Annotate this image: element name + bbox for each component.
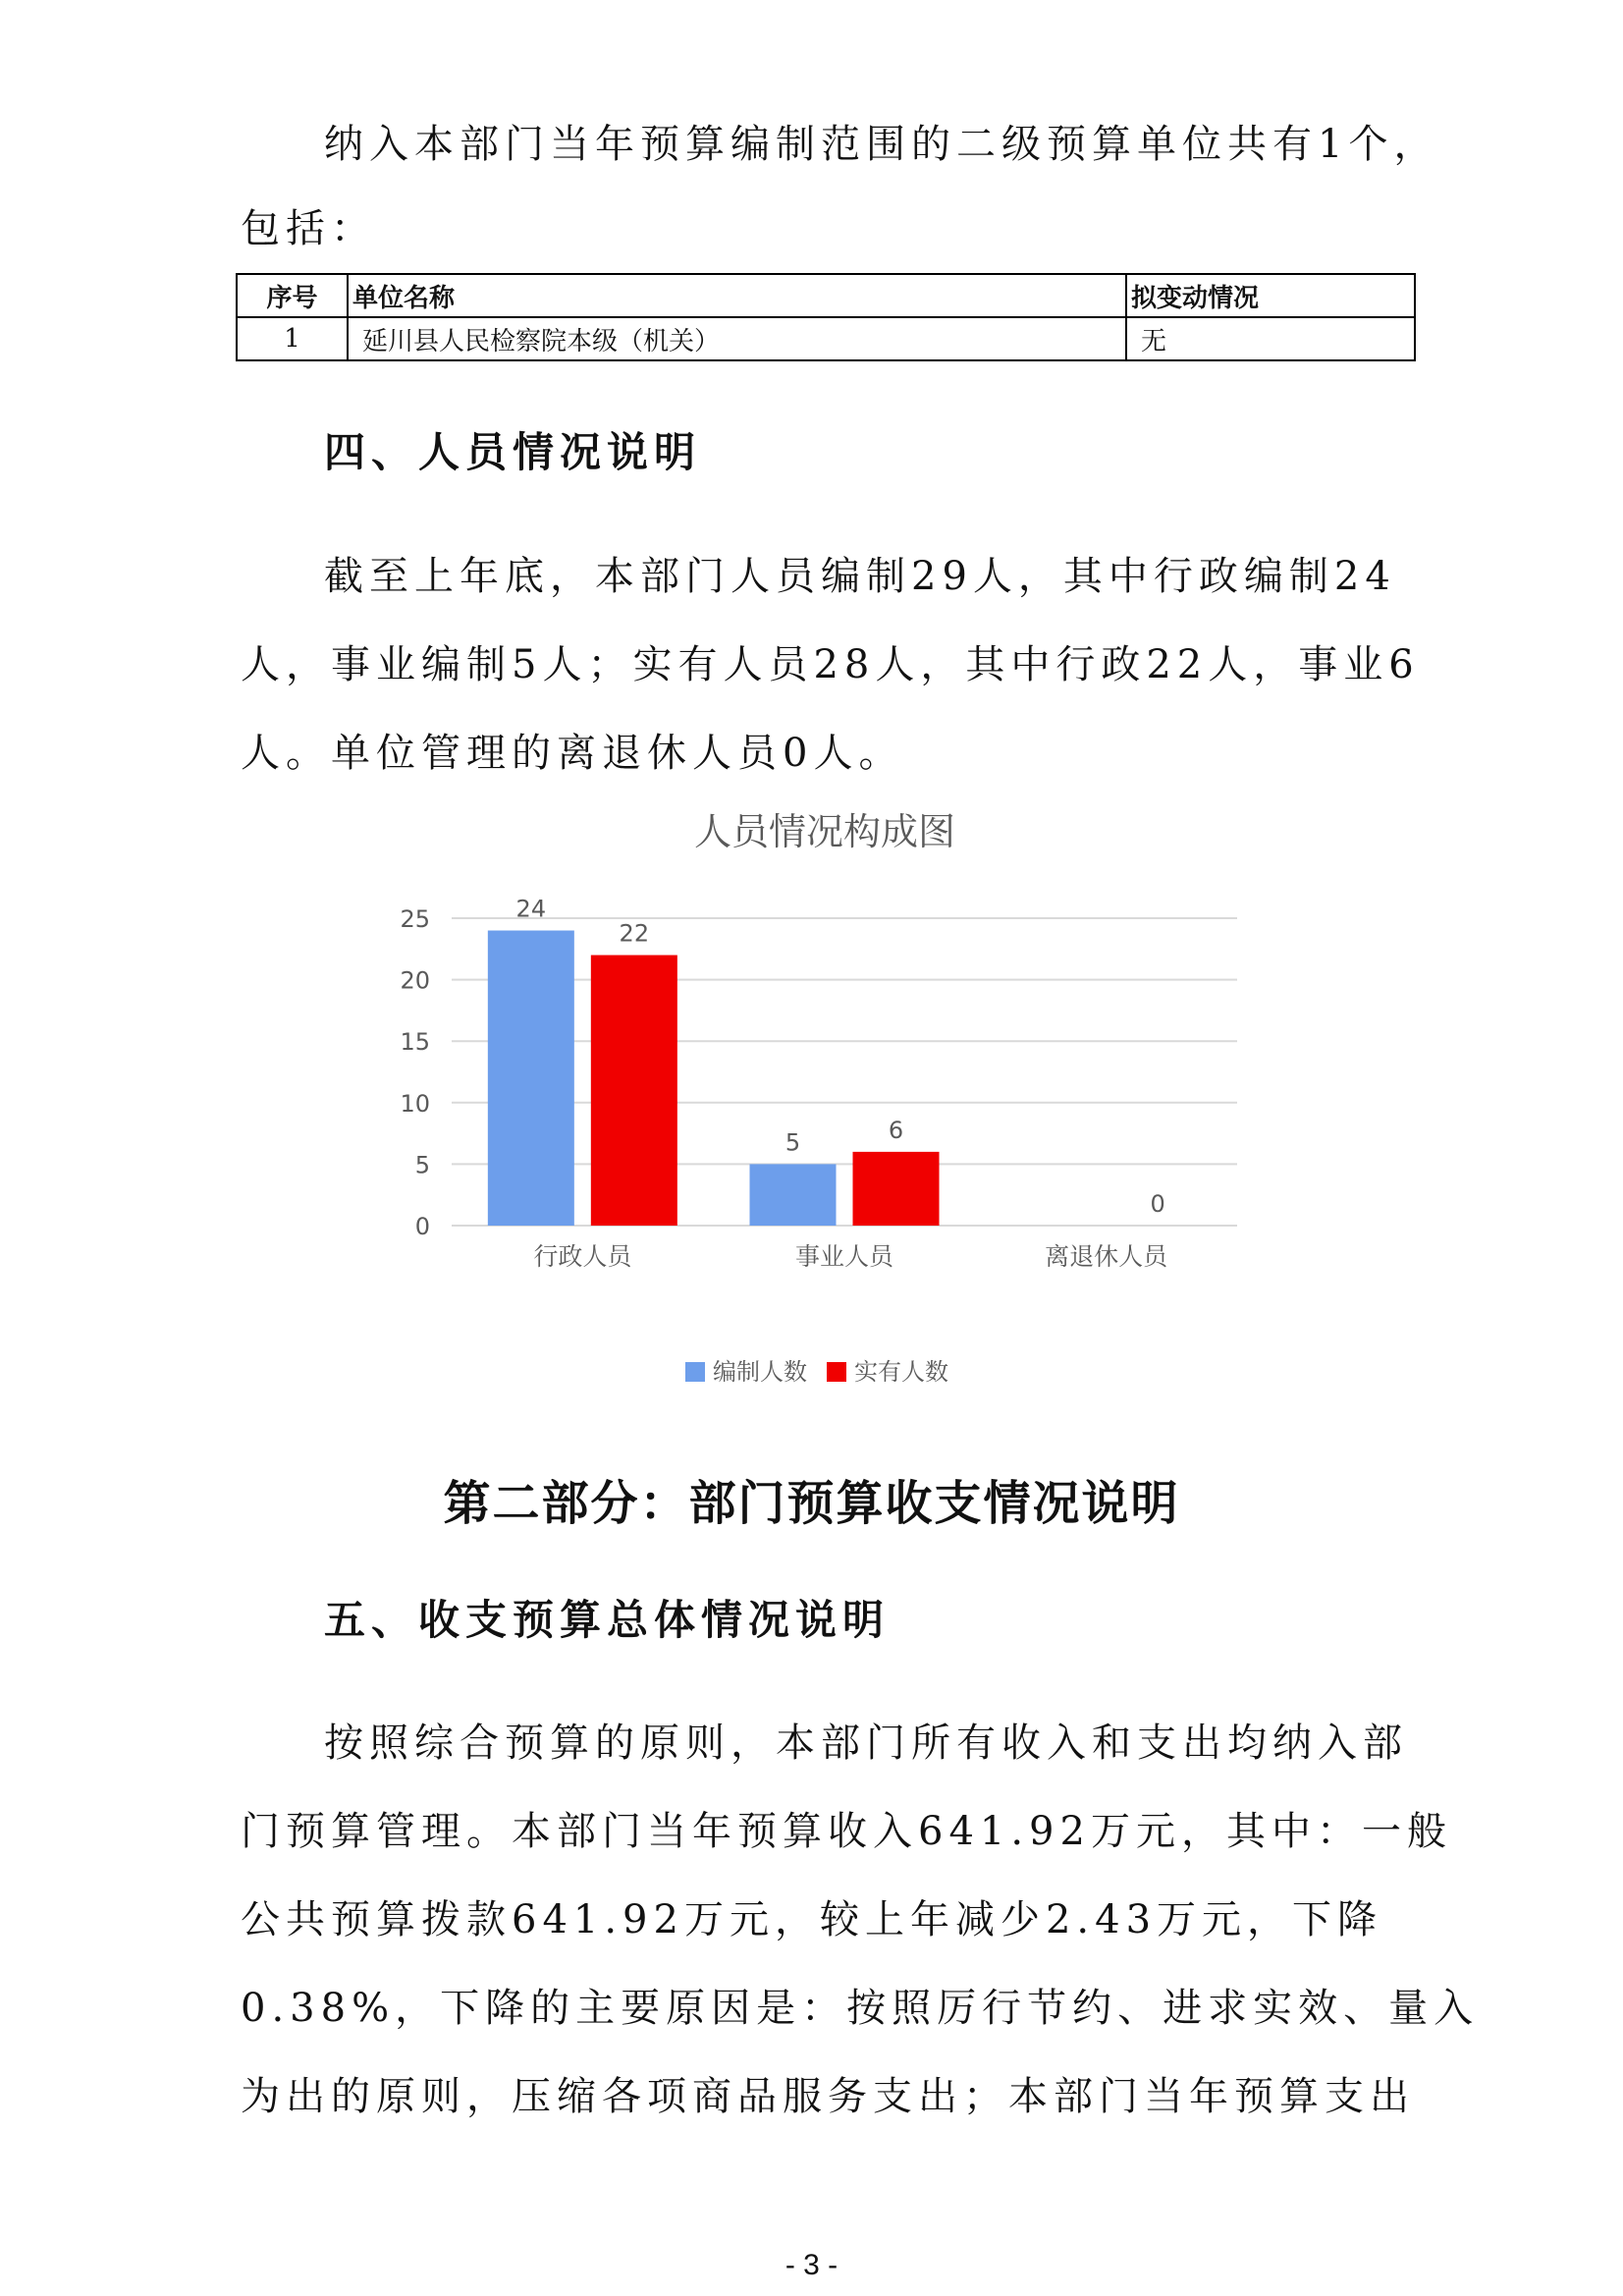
y-tick-label: 15 [400,1028,430,1057]
data-label: 0 [1150,1190,1165,1218]
legend-label: 编制人数 [713,1358,807,1386]
data-label: 5 [784,1128,801,1157]
data-label: 22 [619,919,650,948]
y-tick-label: 10 [400,1089,430,1118]
legend-swatch [685,1362,705,1382]
bar [750,1164,837,1226]
cell-change: 无 [1126,317,1415,360]
section-4-line: 人。单位管理的离退休人员0人。 [241,731,904,776]
y-tick-label: 0 [414,1213,430,1240]
chart-title: 人员情况构成图 [693,810,956,853]
x-tick-label: 事业人员 [794,1242,894,1271]
section-5-paragraph [241,1699,1480,2141]
units-table [236,273,1416,361]
y-tick-label: 25 [400,905,430,933]
section-5-line: 门预算管理。本部门当年预算收入641.92万元，其中：一般 [241,1809,1452,1854]
table-row [237,317,1415,360]
intro-line: 纳入本部门当年预算编制范围的二级预算单位共有1个， [324,122,1439,167]
section-4-line: 截至上年底，本部门人员编制29人，其中行政编制24 [324,554,1396,599]
staff-composition-chart [383,805,1257,1394]
header-unit-name: 单位名称 [348,274,1126,317]
x-tick-label: 离退休人员 [1045,1242,1168,1271]
y-tick-label: 20 [400,966,430,995]
bar [591,956,677,1226]
intro-line: 包括： [241,206,376,251]
bar [488,931,574,1226]
section-4-heading: 四、人员情况说明 [324,428,702,476]
header-index: 序号 [237,274,348,317]
legend-label: 实有人数 [854,1358,948,1386]
y-tick-label: 5 [414,1151,430,1179]
section-5-line: 公共预算拨款641.92万元，较上年减少2.43万元，下降 [241,1897,1383,1942]
legend-swatch [827,1362,846,1382]
header-change: 拟变动情况 [1126,274,1415,317]
bar [853,1152,940,1226]
section-5-line: 按照综合预算的原则，本部门所有收入和支出均纳入部 [324,1721,1408,1766]
section-5-heading: 五、收支预算总体情况说明 [324,1596,891,1644]
cell-index: 1 [237,317,348,360]
data-label: 24 [515,895,547,923]
section-4-line: 人，事业编制5人；实有人员28人，其中行政22人，事业6 [241,642,1420,687]
table-header-row [237,274,1415,317]
section-5-line: 0.38%，下降的主要原因是：按照厉行节约、进求实效、量入 [241,1986,1480,2031]
data-label: 6 [888,1116,904,1144]
page-number: - 3 - [784,2249,839,2281]
part-2-title: 第二部分：部门预算收支情况说明 [443,1476,1180,1531]
intro-paragraph [241,100,1439,273]
section-4-paragraph [241,532,1420,797]
cell-unit-name: 延川县人民检察院本级（机关） [348,317,1126,360]
section-5-line: 为出的原则，压缩各项商品服务支出；本部门当年预算支出 [241,2074,1415,2119]
x-tick-label: 行政人员 [533,1242,632,1271]
